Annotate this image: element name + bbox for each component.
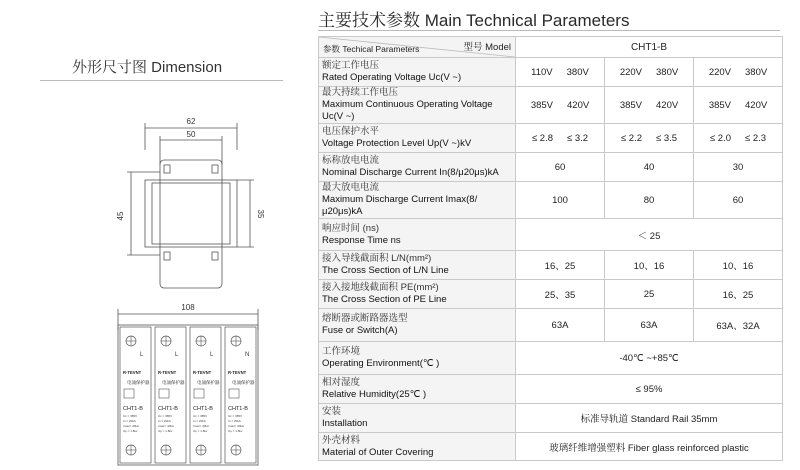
param-label: 参数 Techical Parameters — [323, 44, 420, 54]
module-spec: Uc = 385V — [123, 414, 138, 418]
table-row — [319, 280, 783, 309]
table-row — [319, 182, 783, 219]
param-value: 60 — [732, 194, 744, 206]
param-value-cell — [605, 280, 694, 309]
param-name-cell — [319, 309, 516, 342]
param-value: 420V — [567, 99, 590, 111]
param-value-cell — [694, 87, 783, 124]
param-value-cell: 标准导轨道 Standard Rail 35mm — [516, 404, 783, 433]
module-spec: In = 20kA — [228, 419, 241, 423]
table-row — [319, 404, 783, 433]
param-value: ≤ 2.0 — [709, 132, 731, 144]
param-value: 220V — [619, 66, 642, 78]
indicator-window — [159, 389, 169, 398]
param-value: ≤ 3.2 — [567, 132, 589, 144]
terminal-label: L — [210, 352, 214, 358]
param-value-cell — [605, 87, 694, 124]
param-value-cell — [694, 280, 783, 309]
dim-62-label: 62 — [186, 117, 196, 126]
module-body — [190, 327, 221, 463]
param-value: 16、25 — [722, 290, 754, 301]
param-value: 63A — [640, 319, 658, 331]
param-value-cell — [605, 309, 694, 342]
product-name: 电涌保护器 — [162, 380, 185, 385]
parameters-table — [318, 36, 783, 461]
param-value: 420V — [745, 99, 768, 111]
param-value: ≤ 2.8 — [531, 132, 553, 144]
param-value: 10、16 — [633, 261, 665, 272]
param-value: 220V — [708, 66, 731, 78]
front-view — [118, 309, 258, 465]
param-value: 385V — [619, 99, 642, 111]
product-name: 电涌保护器 — [197, 380, 220, 385]
brand-label: R-TEVNT — [123, 370, 142, 375]
param-value-cell — [516, 124, 605, 153]
param-value: 385V — [708, 99, 731, 111]
param-name-cell — [319, 124, 516, 153]
param-name-zh: 外壳材料 — [322, 434, 361, 446]
param-value: 30 — [732, 161, 744, 173]
param-value-cell — [516, 251, 605, 280]
module-spec: Imax= 40kA — [228, 424, 244, 428]
terminal-label: N — [245, 352, 250, 358]
param-value-cell — [694, 58, 783, 87]
param-value-cell — [516, 309, 605, 342]
module-spec: In = 20kA — [193, 419, 206, 423]
model-cell: CHT1-B — [516, 37, 783, 58]
param-value: 420V — [656, 99, 679, 111]
dim-50-label: 50 — [186, 130, 196, 139]
param-value-cell — [516, 58, 605, 87]
param-value-cell: -40℃ ~+85℃ — [516, 342, 783, 375]
param-name-zh: 电压保护水平 — [322, 126, 380, 137]
param-value: 100 — [552, 194, 568, 206]
param-name-zh: 标称放电电流 — [322, 155, 380, 166]
module-spec: Imax= 40kA — [123, 424, 139, 428]
param-value: 110V — [531, 66, 553, 78]
table-row — [319, 87, 783, 124]
main-divider — [318, 30, 780, 31]
param-name-zh: 安装 — [322, 406, 342, 417]
param-name-cell — [319, 251, 516, 280]
param-name-en: The Cross Section of L/N Line — [322, 265, 449, 276]
product-name: 电涌保护器 — [232, 380, 255, 385]
table-row — [319, 58, 783, 87]
param-value: ≤ 2.2 — [620, 132, 642, 144]
param-name-en: Material of Outer Covering — [322, 446, 434, 458]
param-name-cell — [319, 58, 516, 87]
product-name: 电涌保护器 — [127, 380, 150, 385]
table-row — [319, 124, 783, 153]
brand-label: R-TEVNT — [228, 370, 247, 375]
param-name-zh: 最大持续工作电压 — [322, 87, 399, 98]
dim-35-label: 35 — [256, 209, 265, 219]
param-name-en: Maximum Discharge Current Imax(8/μ20μs)kA — [322, 194, 478, 217]
param-value-cell — [516, 182, 605, 219]
indicator-window — [124, 389, 134, 398]
module-spec: Up = 1.8kv — [228, 429, 243, 433]
indicator-window — [229, 389, 239, 398]
param-name-zh: 相对湿度 — [322, 377, 361, 388]
table-row — [319, 153, 783, 182]
module-model: CHT1-B — [228, 406, 248, 412]
param-value: 380V — [656, 66, 679, 78]
param-value: 25、35 — [544, 290, 576, 301]
indicator-window — [194, 389, 204, 398]
terminal-label: L — [140, 352, 144, 358]
param-value-cell: ＜ 25 — [516, 219, 783, 251]
dim-108-label: 108 — [181, 303, 195, 312]
param-value: 10、16 — [722, 261, 754, 272]
param-value-cell — [694, 309, 783, 342]
brand-label: R-TEVNT — [193, 370, 212, 375]
param-value: 63A — [551, 319, 569, 331]
table-header-row — [319, 37, 783, 58]
param-value-cell — [605, 58, 694, 87]
param-value-cell — [694, 153, 783, 182]
param-name-cell — [319, 153, 516, 182]
param-name-en: Relative Humidity(25℃ ) — [322, 389, 427, 400]
param-value-cell — [694, 124, 783, 153]
module-spec: Up = 1.8kv — [123, 429, 138, 433]
param-name-en: Nominal Discharge Current In(8/μ20μs)kA — [322, 167, 499, 178]
module-body — [120, 327, 151, 463]
param-value-cell — [694, 251, 783, 280]
param-value: 16、25 — [544, 261, 576, 272]
param-name-cell — [319, 433, 516, 461]
param-name-en: Installation — [322, 418, 368, 429]
header-diagonal-cell — [319, 37, 516, 58]
table-row — [319, 219, 783, 251]
top-view — [127, 123, 254, 288]
param-name-en: Fuse or Switch(A) — [322, 325, 398, 336]
module-body — [155, 327, 186, 463]
module-model: CHT1-B — [123, 406, 143, 412]
module-spec: In = 20kA — [123, 419, 136, 423]
module-spec: Up = 1.8kv — [158, 429, 173, 433]
brand-label: R-TEVNT — [158, 370, 177, 375]
terminal-label: L — [175, 352, 179, 358]
param-name-zh: 接入接地线截面积 PE(mm²) — [322, 282, 439, 293]
table-row — [319, 342, 783, 375]
model-label: 型号 Model — [463, 42, 511, 53]
param-value: 80 — [643, 194, 655, 206]
param-name-en: Maximum Continuous Operating Voltage Uc(V ~) — [322, 99, 493, 122]
param-name-cell — [319, 280, 516, 309]
param-name-cell — [319, 342, 516, 375]
param-name-en: The Cross Section of PE Line — [322, 294, 447, 305]
module-model: CHT1-B — [193, 406, 213, 412]
module-body — [225, 327, 256, 463]
module-spec: Uc = 385V — [158, 414, 173, 418]
param-value: 380V — [745, 66, 768, 78]
dim-45-label: 45 — [116, 211, 125, 221]
param-value: 40 — [643, 161, 655, 173]
param-value-cell — [516, 153, 605, 182]
param-value: ≤ 2.3 — [745, 132, 767, 144]
dimension-drawing — [0, 0, 310, 470]
param-value-cell — [694, 182, 783, 219]
param-name-en: Voltage Protection Level Up(V ~)kV — [322, 138, 472, 149]
table-row — [319, 309, 783, 342]
param-value: 60 — [554, 161, 566, 173]
param-name-cell — [319, 182, 516, 219]
module-spec: In = 20kA — [158, 419, 171, 423]
module-spec: Uc = 385V — [228, 414, 243, 418]
table-row — [319, 375, 783, 404]
param-value: 385V — [530, 99, 553, 111]
param-value: ≤ 3.5 — [656, 132, 678, 144]
param-value-cell — [516, 280, 605, 309]
param-value-cell — [605, 153, 694, 182]
main-title: 主要技术参数 Main Technical Parameters — [318, 11, 630, 30]
param-name-cell — [319, 219, 516, 251]
module-spec: Imax= 40kA — [193, 424, 209, 428]
param-name-cell — [319, 375, 516, 404]
param-value: 63A、32A — [716, 321, 760, 332]
param-value-cell: ≤ 95% — [516, 375, 783, 404]
param-name-en: Response Time ns — [322, 234, 401, 246]
dimension-title: 外形尺寸图 Dimension — [72, 59, 223, 76]
param-value: 380V — [566, 66, 589, 78]
module-spec: Imax= 40kA — [158, 424, 174, 428]
param-value-cell — [605, 182, 694, 219]
param-name-zh: 响应时间 (ns) — [322, 222, 380, 234]
param-name-cell — [319, 87, 516, 124]
param-value-cell: 玻璃纤维增强塑料 Fiber glass reinforced plastic — [516, 433, 783, 461]
param-value-cell — [605, 251, 694, 280]
param-name-zh: 额定工作电压 — [322, 60, 380, 71]
table-row — [319, 251, 783, 280]
param-name-zh: 最大放电电流 — [322, 182, 380, 193]
param-name-en: Operating Environment(℃ ) — [322, 358, 440, 369]
param-name-zh: 接入导线截面积 L/N(mm²) — [322, 253, 432, 264]
param-value-cell — [516, 87, 605, 124]
table-row — [319, 433, 783, 461]
param-name-zh: 熔断器或断路器选型 — [322, 313, 408, 324]
param-name-zh: 工作环境 — [322, 346, 361, 357]
module-spec: Uc = 385V — [193, 414, 208, 418]
param-name-cell — [319, 404, 516, 433]
param-value-cell — [605, 124, 694, 153]
param-value: 25 — [643, 288, 655, 300]
module-spec: Up = 1.8kv — [193, 429, 208, 433]
param-name-en: Rated Operating Voltage Uc(V ~) — [322, 72, 462, 83]
module-model: CHT1-B — [158, 406, 178, 412]
